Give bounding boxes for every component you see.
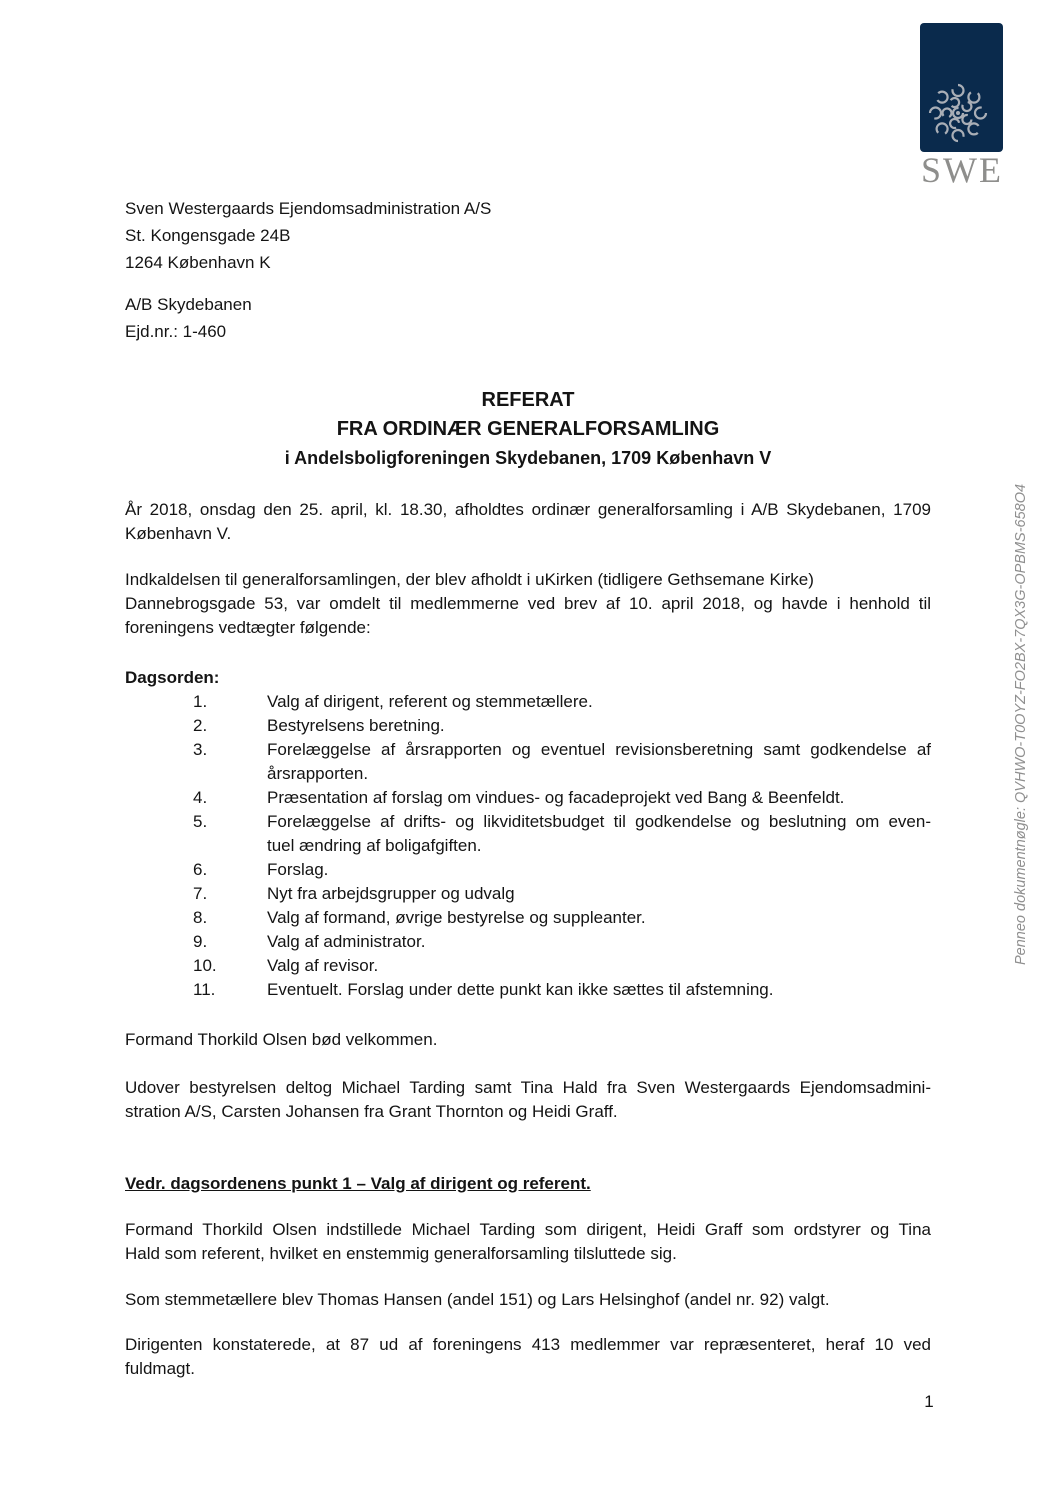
agenda-heading: Dagsorden:: [125, 668, 220, 687]
agenda-item: [125, 690, 931, 714]
agenda-item-number: 4.: [193, 788, 208, 807]
agenda-item-number: 11.: [193, 980, 216, 999]
sender-line: St. Kongensgade 24B: [125, 226, 291, 245]
agenda-item-text: Forslag.: [267, 860, 329, 879]
paragraph-line: foreningens vedtægter følgende:: [125, 618, 371, 637]
agenda-item-number: 3.: [193, 740, 208, 759]
agenda-item: [125, 810, 931, 858]
title-line-3: i Andelsboligforeningen Skydebanen, 1709 København V: [284, 448, 772, 468]
agenda-item-text: Valg af administrator.: [267, 932, 426, 951]
document-title: [125, 386, 931, 473]
agenda-item-text: Valg af dirigent, referent og stemmetællere.: [267, 692, 593, 711]
section-1-heading: Vedr. dagsordenens punkt 1 – Valg af dirigent og referent.: [125, 1174, 591, 1193]
agenda-item-line: årsrapporten.: [267, 764, 369, 783]
agenda-item-text: [267, 810, 931, 858]
agenda-item-number: 9.: [193, 932, 208, 951]
agenda-item: [125, 930, 931, 954]
agenda-item-number: 1.: [193, 692, 208, 711]
agenda-list: [125, 690, 931, 1002]
paragraph-line: Udover bestyrelsen deltog Michael Tarding samt Tina Hald fra Sven Westergaards Ejendomsadmini-: [125, 1078, 931, 1097]
agenda-item-line: tuel ændring af boligafgiften.: [267, 836, 482, 855]
agenda-item: [125, 954, 931, 978]
agenda-item-text: Præsentation af forslag om vindues- og facadeprojekt ved Bang & Beenfeldt.: [267, 788, 845, 807]
property-line: Ejd.nr.: 1-460: [125, 322, 227, 341]
paragraph-attendees: [125, 1076, 931, 1124]
paragraph-meeting-date: [125, 498, 931, 546]
sender-line: 1264 København K: [125, 253, 271, 272]
paragraph-chair-election: [125, 1218, 931, 1266]
paragraph-line: stration A/S, Carsten Johansen fra Grant Thornton og Heidi Graff.: [125, 1102, 618, 1121]
paragraph-line: Formand Thorkild Olsen indstillede Michael Tarding som dirigent, Heidi Graff som ordstyrer og Tina: [125, 1220, 931, 1239]
agenda-item: [125, 786, 931, 810]
agenda-item: [125, 714, 931, 738]
paragraph-notice: [125, 568, 931, 640]
paragraph-line: Som stemmetællere blev Thomas Hansen (andel 151) og Lars Helsinghof (andel nr. 92) valgt.: [125, 1290, 830, 1309]
penneo-document-key: Penneo dokumentnøgle: QVHWO-T0OYZ-FO2BX-7QX3G-OPBMS-658O4: [1013, 483, 1029, 965]
paragraph-line: År 2018, onsdag den 25. april, kl. 18.30, afholdtes ordinær generalforsamling i A/B Skydebanen, 1709: [125, 500, 931, 519]
paragraph-quorum: [125, 1333, 931, 1381]
agenda-item-number: 2.: [193, 716, 208, 735]
paragraph-line: Dannebrogsgade 53, var omdelt til medlemmerne ved brev af 10. april 2018, og havde i henhold til: [125, 594, 931, 613]
agenda-item-line: Forelæggelse af drifts- og likviditetsbudget til godkendelse og beslutning om even-: [267, 812, 931, 831]
sender-line: Sven Westergaards Ejendomsadministration A/S: [125, 199, 492, 218]
paragraph-welcome: [125, 1028, 931, 1052]
agenda-item-number: 5.: [193, 812, 208, 831]
snowflake-icon: [926, 81, 990, 145]
agenda-item-text: Eventuelt. Forslag under dette punkt kan ikke sættes til afstemning.: [267, 980, 774, 999]
agenda-item-line: Forelæggelse af årsrapporten og eventuel revisionsberetning samt godkendelse af: [267, 740, 931, 759]
agenda-item: [125, 738, 931, 786]
document-content: [125, 0, 931, 1381]
paragraph-line: Hald som referent, hvilket en enstemmig generalforsamling tilsluttede sig.: [125, 1244, 677, 1263]
paragraph-line: Formand Thorkild Olsen bød velkommen.: [125, 1030, 438, 1049]
agenda-item: [125, 906, 931, 930]
title-line-1: REFERAT: [481, 389, 575, 411]
agenda-item-text: [267, 738, 931, 786]
property-line: A/B Skydebanen: [125, 295, 252, 314]
paragraph-line: Indkaldelsen til generalforsamlingen, der blev afholdt i uKirken (tidligere Gethsemane Kirke): [125, 570, 814, 589]
paragraph-vote-counters: [125, 1288, 931, 1312]
page-number: 1: [924, 1392, 934, 1411]
title-line-2: FRA ORDINÆR GENERALFORSAMLING: [336, 418, 720, 440]
agenda-item-text: Bestyrelsens beretning.: [267, 716, 445, 735]
paragraph-line: Dirigenten konstaterede, at 87 ud af foreningens 413 medlemmer var repræsenteret, heraf 10 ved: [125, 1335, 931, 1354]
agenda-item-number: 10.: [193, 956, 217, 975]
agenda-item-text: Valg af revisor.: [267, 956, 379, 975]
sender-address: [125, 195, 931, 276]
paragraph-line: København V.: [125, 524, 232, 543]
agenda-item: [125, 882, 931, 906]
agenda-item-number: 8.: [193, 908, 208, 927]
agenda-item-text: Valg af formand, øvrige bestyrelse og suppleanter.: [267, 908, 646, 927]
logo-text: SWE: [921, 150, 1003, 190]
agenda-item-number: 7.: [193, 884, 208, 903]
agenda-item: [125, 978, 931, 1002]
agenda-item-text: Nyt fra arbejdsgrupper og udvalg: [267, 884, 515, 903]
agenda-item: [125, 858, 931, 882]
paragraph-line: fuldmagt.: [125, 1359, 195, 1378]
property-reference: [125, 291, 931, 345]
company-logo: [920, 23, 1003, 152]
agenda-item-number: 6.: [193, 860, 208, 879]
